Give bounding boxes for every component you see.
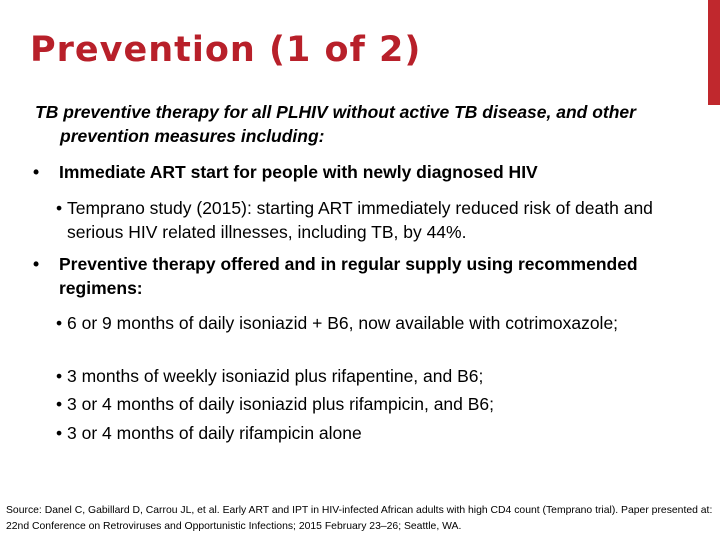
bullet-item — [33, 160, 683, 184]
sub-bullet-item — [56, 364, 656, 388]
accent-bar — [708, 0, 720, 105]
sub-bullet-text: 3 months of weekly isoniazid plus rifapentine, and B6; — [67, 366, 484, 386]
bullet-marker: • — [56, 394, 63, 414]
sub-bullet-item — [56, 196, 656, 244]
bullet-marker: • — [33, 254, 40, 274]
sub-bullet-item — [56, 392, 656, 416]
sub-bullet-text: Temprano study (2015): starting ART immediately reduced risk of death and serious HIV related illnesses, including TB, by 44%. — [67, 198, 653, 242]
bullet-item — [33, 252, 683, 300]
bullet-marker: • — [56, 313, 63, 333]
sub-bullet-text: 3 or 4 months of daily isoniazid plus rifampicin, and B6; — [67, 394, 495, 414]
sub-bullet-item — [56, 311, 656, 335]
bullet-text: Preventive therapy offered and in regular supply using recommended regimens: — [59, 254, 638, 298]
sub-bullet-item — [56, 421, 656, 445]
sub-bullet-text: 6 or 9 months of daily isoniazid + B6, now available with cotrimoxazole; — [67, 313, 619, 333]
intro-text: TB preventive therapy for all PLHIV without active TB disease, and other prevention measures including: — [35, 102, 636, 146]
source-citation: Source: Danel C, Gabillard D, Carrou JL, et al. Early ART and IPT in HIV-infected African adults with high CD4 count (Temprano trial). Paper presented at: 22nd Conference on Retroviruses and Opportunistic Infections; 2015 February 23–26; Seattle, WA. — [6, 505, 713, 532]
bullet-marker: • — [33, 162, 40, 182]
slide-title: Prevention (1 of 2) — [30, 30, 422, 70]
bullet-marker: • — [56, 198, 63, 218]
bullet-text: Immediate ART start for people with newly diagnosed HIV — [59, 162, 538, 182]
sub-bullet-text: 3 or 4 months of daily rifampicin alone — [67, 423, 362, 443]
bullet-marker: • — [56, 423, 63, 443]
bullet-marker: • — [56, 366, 63, 386]
